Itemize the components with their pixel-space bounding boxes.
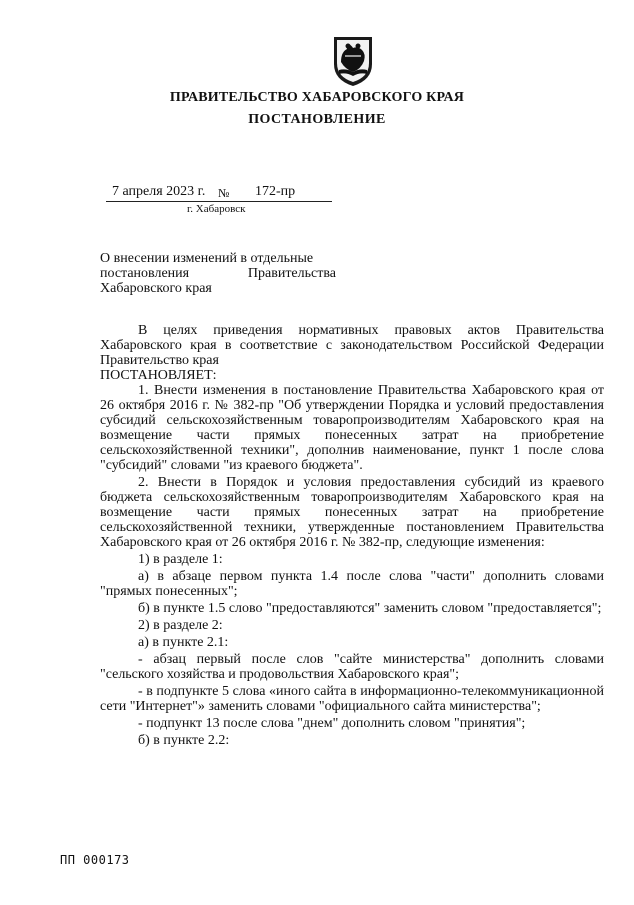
body-paragraph: 2) в разделе 2: xyxy=(138,618,223,633)
subject-line-2 xyxy=(100,266,336,281)
resolves-heading: ПОСТАНОВЛЯЕТ: xyxy=(100,368,217,383)
document-type-title: ПОСТАНОВЛЕНИЕ xyxy=(248,112,386,127)
body-paragraph: 1) в разделе 1: xyxy=(138,552,223,567)
body-paragraph: 1. Внести изменения в постановление Правительства Хабаровского края от 26 октября 2016 г. № 382-пр "Об утверждении Порядка и условий предоставления субсидий сельскохозяйственным товаропроизводителям Хабаровского края на возмещение части прямых понесенных затрат на приобретение сельскохозяйственной техники", дополнив наименование, пункт 1 после слова "субсидий" словами "из краевого бюджета". xyxy=(100,383,604,473)
body-paragraph: а) в пункте 2.1: xyxy=(138,635,229,650)
subject-line-2-b: Правительства xyxy=(247,266,336,281)
subject-line-2-a: постановления xyxy=(100,266,190,281)
body-paragraph: - в подпункте 5 слова «иного сайта в информационно-телекоммуникационной сети "Интернет"» заменить словами "официального сайта министерства"; xyxy=(100,684,604,714)
body-paragraph: - подпункт 13 после слова "днем" дополнить словом "принятия"; xyxy=(138,716,526,731)
body-paragraph: б) в пункте 1.5 слово "предоставляются" заменить словом "предоставляется"; xyxy=(138,601,602,616)
body-paragraph: а) в абзаце первом пункта 1.4 после слова "части" дополнить словами "прямых понесенных"; xyxy=(100,569,604,599)
body-paragraph: б) в пункте 2.2: xyxy=(138,733,230,748)
government-title: ПРАВИТЕЛЬСТВО ХАБАРОВСКОГО КРАЯ xyxy=(169,90,465,105)
document-subject xyxy=(100,251,336,296)
form-code: ПП 000173 xyxy=(60,853,130,867)
body-paragraph: 2. Внести в Порядок и условия предоставления субсидий из краевого бюджета сельскохозяйственным товаропроизводителям Хабаровского края на возмещение части прямых понесенных затрат на приобретение сельскохозяйственной техники, утвержденные постановлением Правительства Хабаровского края от 26 октября 2016 г. № 382-пр, следующие изменения: xyxy=(100,475,604,550)
document-city: г. Хабаровск xyxy=(187,203,246,215)
body-paragraph: - абзац первый после слов "сайте министерства" дополнить словами "сельского хозяйства и продовольствия Хабаровского края"; xyxy=(100,652,604,682)
khabarovsk-coat-of-arms-icon xyxy=(331,34,375,88)
body-paragraph: В целях приведения нормативных правовых актов Правительства Хабаровского края в соответствие с законодательством Российской Федерации Правительство края xyxy=(100,323,604,368)
subject-line-3: Хабаровского края xyxy=(100,281,212,296)
document-body xyxy=(100,323,604,748)
document-date: 7 апреля 2023 г. xyxy=(112,184,206,199)
document-number: 172-пр xyxy=(255,184,296,199)
subject-line-1: О внесении изменений в отдельные xyxy=(100,251,314,266)
number-sign: № xyxy=(218,186,230,200)
date-underline xyxy=(106,201,332,202)
